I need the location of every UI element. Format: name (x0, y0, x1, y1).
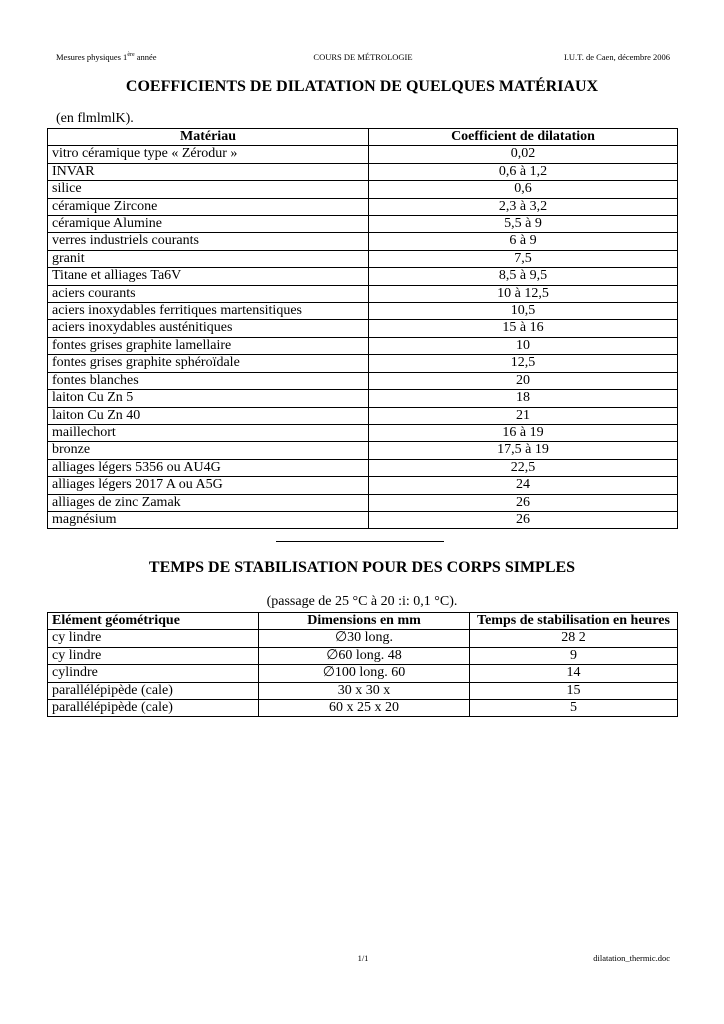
table-cell: 26 (369, 511, 678, 528)
table-cell: laiton Cu Zn 5 (48, 390, 369, 407)
table-cell: 30 x 30 x (259, 682, 470, 699)
table-row (48, 355, 678, 372)
table-cell: alliages légers 2017 A ou A5G (48, 477, 369, 494)
table-cell: cy lindre (48, 630, 259, 647)
table-cell: parallélépipède (cale) (48, 700, 259, 717)
table-row (48, 320, 678, 337)
column-header-time: Temps de stabilisation en heures (470, 613, 678, 630)
table-cell: 18 (369, 390, 678, 407)
table-cell: 5 (470, 700, 678, 717)
table-cell: aciers courants (48, 285, 369, 302)
section1-title: COEFFICIENTS DE DILATATION DE QUELQUES MATÉRIAUX (125, 78, 599, 95)
table-cell: ∅30 long. (259, 630, 470, 647)
table-row (48, 665, 678, 682)
table-row (48, 682, 678, 699)
table-row (48, 250, 678, 267)
table-row (48, 424, 678, 441)
table-row (48, 494, 678, 511)
table-cell: INVAR (48, 163, 369, 180)
table-cell: aciers inoxydables austénitiques (48, 320, 369, 337)
table-cell: 0,02 (369, 146, 678, 163)
table-cell: alliages légers 5356 ou AU4G (48, 459, 369, 476)
table-cell: 7,5 (369, 250, 678, 267)
table-cell: laiton Cu Zn 40 (48, 407, 369, 424)
table-cell: bronze (48, 442, 369, 459)
table-cell: 8,5 à 9,5 (369, 268, 678, 285)
table-row (48, 198, 678, 215)
table-row (48, 442, 678, 459)
stabilisation-table-body (48, 630, 678, 717)
section2-unit: (passage de 25 °C à 20 :i: 0,1 °C). (266, 594, 458, 609)
table-cell: granit (48, 250, 369, 267)
table-cell: céramique Alumine (48, 216, 369, 233)
table-cell: 22,5 (369, 459, 678, 476)
table-row (48, 163, 678, 180)
table-cell: 6 à 9 (369, 233, 678, 250)
table-cell: ∅60 long. 48 (259, 647, 470, 664)
table-row (48, 181, 678, 198)
table-cell: 15 à 16 (369, 320, 678, 337)
column-header-dimensions: Dimensions en mm (259, 613, 470, 630)
table-cell: 10 (369, 337, 678, 354)
table-cell: céramique Zircone (48, 198, 369, 215)
table-cell: ∅100 long. 60 (259, 665, 470, 682)
table-cell: verres industriels courants (48, 233, 369, 250)
table-cell: fontes grises graphite sphéroïdale (48, 355, 369, 372)
header-course-level: Mesures physiques 1ère année (56, 52, 157, 62)
table-cell: cy lindre (48, 647, 259, 664)
table-row (48, 511, 678, 528)
table-row (48, 303, 678, 320)
table-row (48, 233, 678, 250)
table-cell: 5,5 à 9 (369, 216, 678, 233)
stabilisation-table (47, 612, 678, 717)
table-row (48, 700, 678, 717)
table-row (48, 390, 678, 407)
table-cell: alliages de zinc Zamak (48, 494, 369, 511)
table-cell: vitro céramique type « Zérodur » (48, 146, 369, 163)
table-row (48, 216, 678, 233)
table-cell: 60 x 25 x 20 (259, 700, 470, 717)
table-row (48, 630, 678, 647)
table-header-row (48, 129, 678, 146)
table-cell: fontes blanches (48, 372, 369, 389)
table-row (48, 647, 678, 664)
table-cell: silice (48, 181, 369, 198)
column-header-coefficient: Coefficient de dilatation (369, 129, 678, 146)
table-cell: 16 à 19 (369, 424, 678, 441)
column-header-element: Elément géométrique (48, 613, 259, 630)
header-institution-date: I.U.T. de Caen, décembre 2006 (563, 52, 670, 62)
table-cell: parallélépipède (cale) (48, 682, 259, 699)
page-number: 1/1 (357, 953, 369, 963)
table-cell: 12,5 (369, 355, 678, 372)
table-cell: magnésium (48, 511, 369, 528)
table-row (48, 268, 678, 285)
table-cell: 24 (369, 477, 678, 494)
table-cell: 26 (369, 494, 678, 511)
table-cell: cylindre (48, 665, 259, 682)
table-cell: 0,6 à 1,2 (369, 163, 678, 180)
column-header-material: Matériau (48, 129, 369, 146)
table-cell: 15 (470, 682, 678, 699)
table-cell: aciers inoxydables ferritiques martensitiques (48, 303, 369, 320)
dilatation-table-body (48, 146, 678, 529)
table-cell: 14 (470, 665, 678, 682)
table-cell: 17,5 à 19 (369, 442, 678, 459)
table-header-row (48, 613, 678, 630)
header-course-title: COURS DE MÉTROLOGIE (313, 52, 413, 62)
table-cell: 28 2 (470, 630, 678, 647)
table-cell: 20 (369, 372, 678, 389)
table-cell: 21 (369, 407, 678, 424)
file-name: dilatation_thermic.doc (593, 953, 670, 963)
table-row (48, 407, 678, 424)
table-row (48, 337, 678, 354)
table-row (48, 477, 678, 494)
dilatation-table (47, 128, 678, 529)
table-row (48, 372, 678, 389)
section1-unit: (en flmlmlK). (56, 111, 134, 126)
table-cell: Titane et alliages Ta6V (48, 268, 369, 285)
section2-title: TEMPS DE STABILISATION POUR DES CORPS SIMPLES (148, 559, 576, 576)
table-cell: 0,6 (369, 181, 678, 198)
table-cell: 10 à 12,5 (369, 285, 678, 302)
separator-line (276, 541, 444, 542)
table-row (48, 146, 678, 163)
table-row (48, 459, 678, 476)
table-row (48, 285, 678, 302)
table-cell: 9 (470, 647, 678, 664)
table-cell: fontes grises graphite lamellaire (48, 337, 369, 354)
page-header (56, 52, 670, 66)
table-cell: 10,5 (369, 303, 678, 320)
table-cell: maillechort (48, 424, 369, 441)
table-cell: 2,3 à 3,2 (369, 198, 678, 215)
